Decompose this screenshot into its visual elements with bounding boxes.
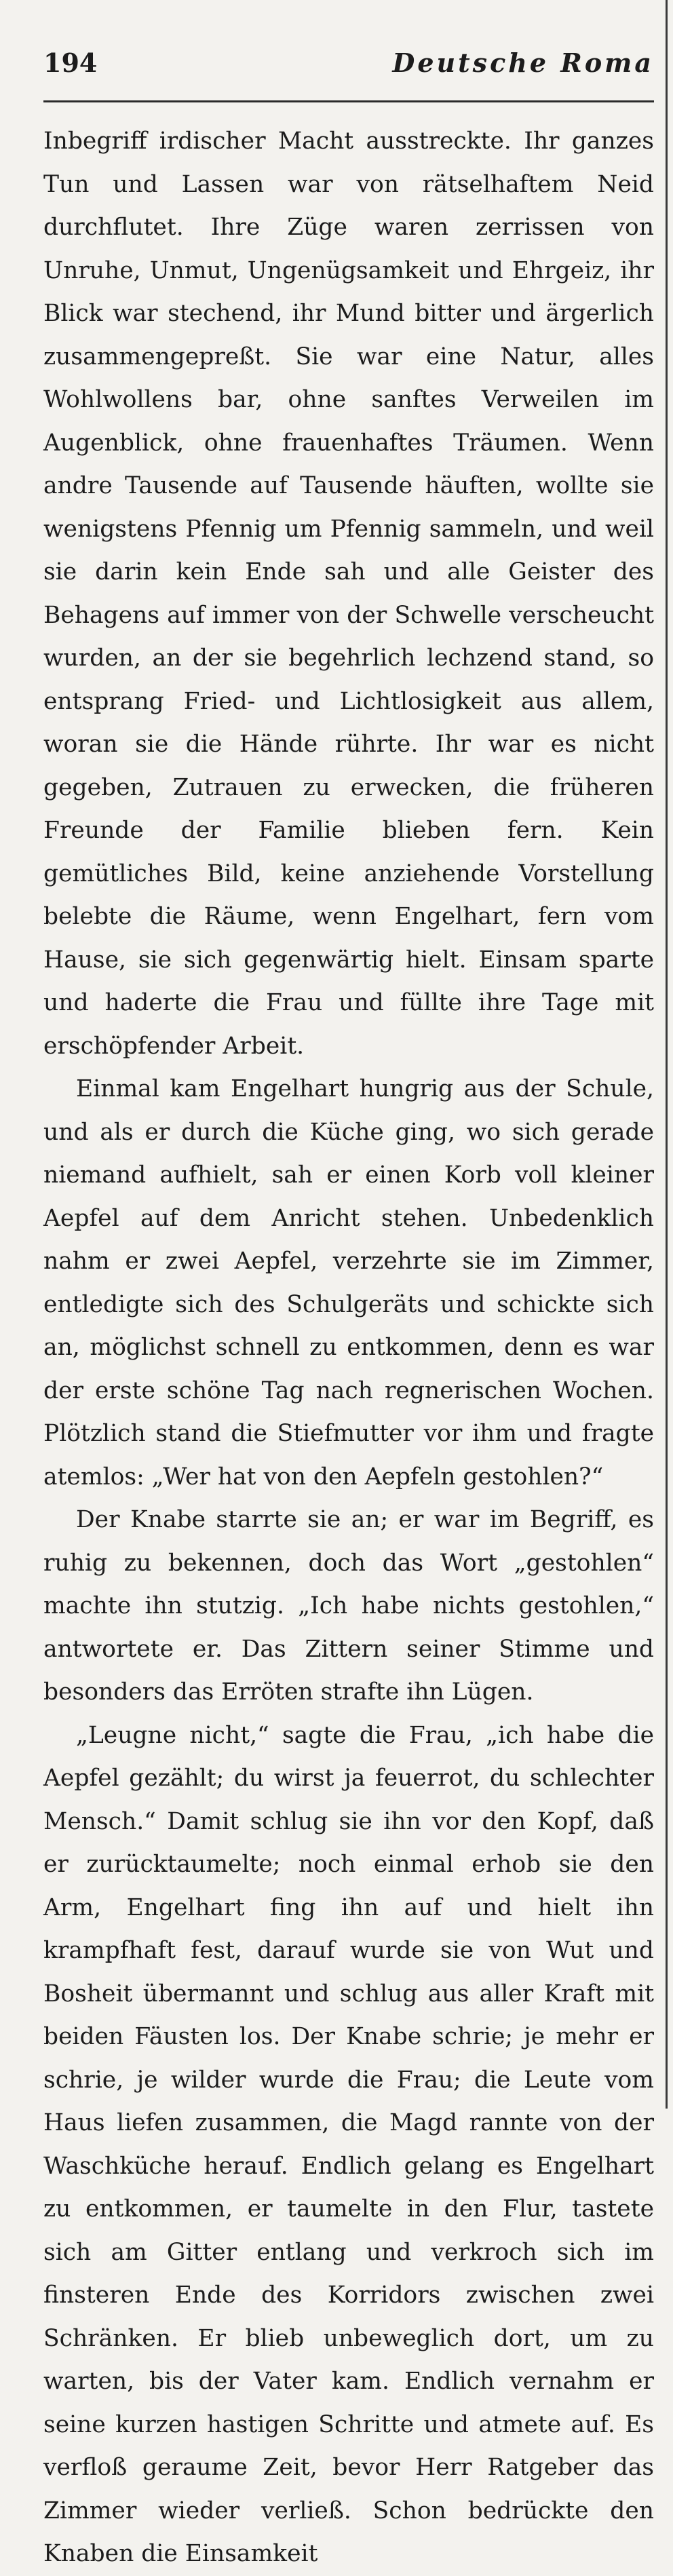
page-number: 194: [43, 47, 98, 78]
paragraph-1: Inbegriff irdischer Macht ausstreckte. Ihr ganzes Tun und Lassen war von rätselhaftem Neid durchflutet. Ihre Züge waren zerrissen von Unruhe, Unmut, Ungenügsamkeit und Ehrgeiz, ihr Blick war stechend, ihr Mund bitter und ärgerlich zusammengepreßt. Sie war eine Natur, alles Wohlwollens bar, ohne sanftes Verweilen im Augenblick, ohne frauenhaftes Träumen. Wenn andre Tausende auf Tausende häuften, wollte sie wenigstens Pfennig um Pfennig sammeln, und weil sie darin kein Ende sah und alle Geister des Behagens auf immer von der Schwelle verscheucht wurden, an der sie begehrlich lechzend stand, so entsprang Fried- und Lichtlosigkeit aus allem, woran sie die Hände rührte. Ihr war es nicht gegeben, Zutrauen zu erwecken, die früheren Freunde der Familie blieben fern. Kein gemütliches Bild, keine anziehende Vorstellung belebte die Räume, wenn Engelhart, fern vom Hause, sie sich gegenwärtig hielt. Einsam sparte und haderte die Frau und füllte ihre Tage mit erschöpfender Arbeit.: [43, 128, 654, 1060]
paragraph-2: Einmal kam Engelhart hungrig aus der Schule, und als er durch die Küche ging, wo sich gerade niemand aufhielt, sah er einen Korb voll kleiner Aepfel auf dem Anricht stehen. Unbedenklich nahm er zwei Aepfel, verzehrte sie im Zimmer, entledigte sich des Schulgeräts und schickte sich an, möglichst schnell zu entkommen, denn es war der erste schöne Tag nach regnerischen Wochen. Plötzlich stand die Stiefmutter vor ihm und fragte atemlos: „Wer hat von den Aepfeln gestohlen?“: [43, 1075, 654, 1491]
page-edge-line: [666, 0, 668, 2109]
paragraph-4: „Leugne nicht,“ sagte die Frau, „ich habe die Aepfel gezählt; du wirst ja feuerrot, du schlechter Mensch.“ Damit schlug sie ihn vor den Kopf, daß er zurücktaumelte; noch einmal erhob sie den Arm, Engelhart fing ihn auf und hielt ihn krampfhaft fest, darauf wurde sie von Wut und Bosheit übermannt und schlug aus aller Kraft mit beiden Fäusten los. Der Knabe schrie; je mehr er schrie, je wilder wurde die Frau; die Leute vom Haus liefen zusammen, die Magd rannte von der Waschküche herauf. Endlich gelang es Engelhart zu entkommen, er taumelte in den Flur, tastete sich am Gitter entlang und verkroch sich im finsteren Ende des Korridors zwischen zwei Schränken. Er blieb unbeweglich dort, um zu warten, bis der Vater kam. Endlich vernahm er seine kurzen hastigen Schritte und atmete auf. Es verfloß geraume Zeit, bevor Herr Ratgeber das Zimmer wieder verließ. Schon bedrückte den Knaben die Einsamkeit: [43, 1721, 654, 2567]
header-rule: [43, 100, 654, 102]
running-title: Deutsche Roma: [392, 47, 654, 78]
page-header: [43, 47, 654, 96]
paragraph-3: Der Knabe starrte sie an; er war im Begriff, es ruhig zu bekennen, doch das Wort „gestohlen“ machte ihn stutzig. „Ich habe nichts gestohlen,“ antwortete er. Das Zittern seiner Stimme und besonders das Erröten strafte ihn Lügen.: [43, 1506, 654, 1706]
page-body: [43, 120, 654, 2576]
